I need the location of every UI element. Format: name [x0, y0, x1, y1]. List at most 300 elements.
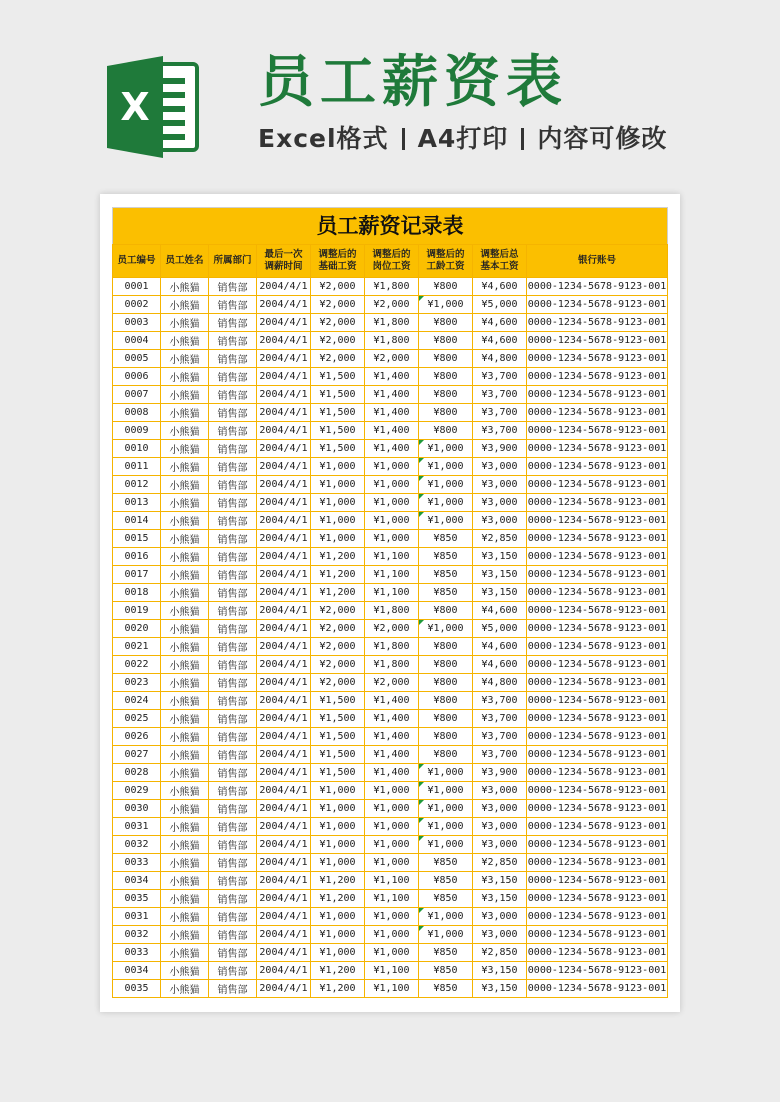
- table-cell[interactable]: 2004/4/1: [257, 638, 311, 656]
- table-cell[interactable]: 0000-1234-5678-9123-001: [527, 890, 668, 908]
- table-cell[interactable]: ¥1,000: [365, 782, 419, 800]
- table-cell[interactable]: 销售部: [209, 782, 257, 800]
- table-cell[interactable]: 2004/4/1: [257, 350, 311, 368]
- table-cell[interactable]: ¥3,700: [473, 728, 527, 746]
- table-cell[interactable]: ¥1,000: [365, 944, 419, 962]
- table-cell[interactable]: ¥1,400: [365, 692, 419, 710]
- table-cell[interactable]: ¥1,100: [365, 980, 419, 998]
- table-cell[interactable]: 销售部: [209, 818, 257, 836]
- table-cell[interactable]: 小熊猫: [161, 854, 209, 872]
- table-cell[interactable]: 销售部: [209, 728, 257, 746]
- table-cell[interactable]: 0000-1234-5678-9123-001: [527, 872, 668, 890]
- table-cell[interactable]: ¥1,000: [311, 800, 365, 818]
- table-cell[interactable]: 0031: [113, 908, 161, 926]
- table-cell[interactable]: 小熊猫: [161, 746, 209, 764]
- column-header[interactable]: [113, 245, 161, 278]
- table-cell[interactable]: ¥1,000: [419, 494, 473, 512]
- table-cell[interactable]: 0016: [113, 548, 161, 566]
- table-cell[interactable]: ¥1,100: [365, 548, 419, 566]
- table-cell[interactable]: ¥2,000: [311, 602, 365, 620]
- table-cell[interactable]: ¥1,000: [365, 800, 419, 818]
- table-cell[interactable]: ¥850: [419, 872, 473, 890]
- table-cell[interactable]: 销售部: [209, 314, 257, 332]
- table-cell[interactable]: ¥2,000: [311, 638, 365, 656]
- table-cell[interactable]: 2004/4/1: [257, 746, 311, 764]
- table-cell[interactable]: 0000-1234-5678-9123-001: [527, 710, 668, 728]
- table-cell[interactable]: 0021: [113, 638, 161, 656]
- table-cell[interactable]: ¥3,700: [473, 386, 527, 404]
- table-cell[interactable]: ¥1,000: [365, 818, 419, 836]
- table-cell[interactable]: ¥3,000: [473, 782, 527, 800]
- table-cell[interactable]: 销售部: [209, 890, 257, 908]
- table-cell[interactable]: 2004/4/1: [257, 692, 311, 710]
- table-cell[interactable]: 2004/4/1: [257, 584, 311, 602]
- table-cell[interactable]: 0000-1234-5678-9123-001: [527, 584, 668, 602]
- table-cell[interactable]: 小熊猫: [161, 512, 209, 530]
- table-cell[interactable]: ¥1,200: [311, 548, 365, 566]
- table-cell[interactable]: 0032: [113, 926, 161, 944]
- table-cell[interactable]: 2004/4/1: [257, 728, 311, 746]
- table-cell[interactable]: ¥1,000: [311, 494, 365, 512]
- column-header[interactable]: [473, 245, 527, 278]
- table-cell[interactable]: ¥1,000: [311, 782, 365, 800]
- table-cell[interactable]: ¥3,700: [473, 368, 527, 386]
- table-cell[interactable]: 小熊猫: [161, 458, 209, 476]
- table-cell[interactable]: ¥4,600: [473, 314, 527, 332]
- table-cell[interactable]: ¥1,000: [419, 512, 473, 530]
- table-cell[interactable]: 小熊猫: [161, 584, 209, 602]
- table-cell[interactable]: ¥850: [419, 962, 473, 980]
- table-cell[interactable]: 小熊猫: [161, 332, 209, 350]
- table-cell[interactable]: 0020: [113, 620, 161, 638]
- table-cell[interactable]: 0000-1234-5678-9123-001: [527, 368, 668, 386]
- table-cell[interactable]: ¥1,000: [365, 476, 419, 494]
- table-cell[interactable]: 0000-1234-5678-9123-001: [527, 512, 668, 530]
- table-cell[interactable]: ¥3,000: [473, 926, 527, 944]
- table-cell[interactable]: 销售部: [209, 512, 257, 530]
- table-cell[interactable]: ¥1,500: [311, 746, 365, 764]
- table-cell[interactable]: 0005: [113, 350, 161, 368]
- table-cell[interactable]: ¥1,000: [365, 908, 419, 926]
- table-cell[interactable]: ¥1,500: [311, 386, 365, 404]
- table-cell[interactable]: ¥1,000: [419, 458, 473, 476]
- table-cell[interactable]: ¥1,500: [311, 440, 365, 458]
- table-cell[interactable]: ¥4,600: [473, 638, 527, 656]
- table-cell[interactable]: 小熊猫: [161, 638, 209, 656]
- table-cell[interactable]: ¥1,000: [311, 530, 365, 548]
- table-cell[interactable]: ¥4,600: [473, 278, 527, 296]
- table-cell[interactable]: 0027: [113, 746, 161, 764]
- table-cell[interactable]: 小熊猫: [161, 386, 209, 404]
- table-cell[interactable]: ¥2,000: [311, 296, 365, 314]
- table-cell[interactable]: 小熊猫: [161, 764, 209, 782]
- table-cell[interactable]: 小熊猫: [161, 530, 209, 548]
- table-cell[interactable]: 0015: [113, 530, 161, 548]
- table-cell[interactable]: ¥1,000: [419, 908, 473, 926]
- table-cell[interactable]: ¥2,000: [365, 620, 419, 638]
- table-cell[interactable]: 2004/4/1: [257, 782, 311, 800]
- table-cell[interactable]: 2004/4/1: [257, 908, 311, 926]
- table-cell[interactable]: 销售部: [209, 404, 257, 422]
- table-cell[interactable]: ¥1,400: [365, 710, 419, 728]
- table-cell[interactable]: 0000-1234-5678-9123-001: [527, 602, 668, 620]
- table-cell[interactable]: ¥1,000: [365, 926, 419, 944]
- table-cell[interactable]: ¥1,500: [311, 404, 365, 422]
- table-cell[interactable]: 小熊猫: [161, 404, 209, 422]
- table-cell[interactable]: ¥800: [419, 404, 473, 422]
- table-cell[interactable]: 小熊猫: [161, 314, 209, 332]
- table-cell[interactable]: ¥2,000: [311, 350, 365, 368]
- table-cell[interactable]: ¥1,000: [419, 296, 473, 314]
- table-cell[interactable]: 0035: [113, 890, 161, 908]
- table-cell[interactable]: 0000-1234-5678-9123-001: [527, 728, 668, 746]
- table-cell[interactable]: ¥850: [419, 854, 473, 872]
- table-cell[interactable]: 2004/4/1: [257, 674, 311, 692]
- table-cell[interactable]: 2004/4/1: [257, 656, 311, 674]
- table-cell[interactable]: ¥850: [419, 980, 473, 998]
- table-cell[interactable]: 0000-1234-5678-9123-001: [527, 962, 668, 980]
- table-cell[interactable]: 销售部: [209, 674, 257, 692]
- table-cell[interactable]: 小熊猫: [161, 548, 209, 566]
- table-cell[interactable]: ¥2,000: [311, 620, 365, 638]
- table-cell[interactable]: ¥1,000: [419, 764, 473, 782]
- table-cell[interactable]: 2004/4/1: [257, 278, 311, 296]
- table-cell[interactable]: 0000-1234-5678-9123-001: [527, 386, 668, 404]
- table-cell[interactable]: 2004/4/1: [257, 422, 311, 440]
- table-cell[interactable]: 0000-1234-5678-9123-001: [527, 332, 668, 350]
- table-cell[interactable]: ¥850: [419, 548, 473, 566]
- table-cell[interactable]: ¥1,000: [311, 926, 365, 944]
- table-cell[interactable]: 2004/4/1: [257, 494, 311, 512]
- table-cell[interactable]: ¥1,100: [365, 872, 419, 890]
- table-cell[interactable]: ¥1,000: [419, 926, 473, 944]
- table-cell[interactable]: 0012: [113, 476, 161, 494]
- table-cell[interactable]: ¥1,000: [311, 476, 365, 494]
- table-cell[interactable]: 小熊猫: [161, 494, 209, 512]
- table-cell[interactable]: ¥3,000: [473, 458, 527, 476]
- table-cell[interactable]: 0000-1234-5678-9123-001: [527, 818, 668, 836]
- column-header[interactable]: [365, 245, 419, 278]
- table-cell[interactable]: ¥1,000: [419, 836, 473, 854]
- table-cell[interactable]: ¥1,500: [311, 368, 365, 386]
- table-cell[interactable]: ¥3,150: [473, 566, 527, 584]
- table-cell[interactable]: 销售部: [209, 332, 257, 350]
- table-cell[interactable]: ¥3,000: [473, 800, 527, 818]
- table-cell[interactable]: ¥1,100: [365, 584, 419, 602]
- table-cell[interactable]: ¥2,850: [473, 854, 527, 872]
- table-cell[interactable]: ¥1,000: [419, 782, 473, 800]
- table-cell[interactable]: 0024: [113, 692, 161, 710]
- table-cell[interactable]: 小熊猫: [161, 620, 209, 638]
- table-cell[interactable]: 2004/4/1: [257, 620, 311, 638]
- table-cell[interactable]: 0014: [113, 512, 161, 530]
- table-cell[interactable]: 2004/4/1: [257, 368, 311, 386]
- table-cell[interactable]: 0022: [113, 656, 161, 674]
- table-cell[interactable]: ¥1,200: [311, 962, 365, 980]
- table-cell[interactable]: ¥3,150: [473, 962, 527, 980]
- table-cell[interactable]: ¥800: [419, 692, 473, 710]
- table-cell[interactable]: 销售部: [209, 584, 257, 602]
- table-cell[interactable]: 0011: [113, 458, 161, 476]
- table-cell[interactable]: 销售部: [209, 926, 257, 944]
- table-cell[interactable]: ¥800: [419, 656, 473, 674]
- table-cell[interactable]: 2004/4/1: [257, 836, 311, 854]
- table-cell[interactable]: ¥1,000: [365, 458, 419, 476]
- table-cell[interactable]: 0026: [113, 728, 161, 746]
- table-cell[interactable]: ¥1,000: [311, 854, 365, 872]
- table-cell[interactable]: ¥3,000: [473, 494, 527, 512]
- table-cell[interactable]: ¥3,150: [473, 872, 527, 890]
- table-cell[interactable]: ¥3,700: [473, 692, 527, 710]
- table-cell[interactable]: ¥4,800: [473, 350, 527, 368]
- table-cell[interactable]: ¥1,400: [365, 440, 419, 458]
- table-cell[interactable]: 销售部: [209, 980, 257, 998]
- table-cell[interactable]: 小熊猫: [161, 980, 209, 998]
- column-header[interactable]: [527, 245, 668, 278]
- table-cell[interactable]: ¥2,000: [365, 296, 419, 314]
- table-cell[interactable]: 0000-1234-5678-9123-001: [527, 350, 668, 368]
- table-cell[interactable]: 0000-1234-5678-9123-001: [527, 800, 668, 818]
- table-cell[interactable]: 0000-1234-5678-9123-001: [527, 638, 668, 656]
- table-cell[interactable]: 小熊猫: [161, 476, 209, 494]
- table-cell[interactable]: 0003: [113, 314, 161, 332]
- table-cell[interactable]: ¥1,000: [365, 512, 419, 530]
- table-cell[interactable]: 小熊猫: [161, 872, 209, 890]
- table-cell[interactable]: 小熊猫: [161, 890, 209, 908]
- table-cell[interactable]: 小熊猫: [161, 728, 209, 746]
- table-cell[interactable]: ¥3,150: [473, 548, 527, 566]
- table-cell[interactable]: 销售部: [209, 602, 257, 620]
- table-cell[interactable]: ¥1,000: [419, 620, 473, 638]
- table-cell[interactable]: ¥800: [419, 332, 473, 350]
- table-cell[interactable]: ¥3,000: [473, 818, 527, 836]
- table-cell[interactable]: 0000-1234-5678-9123-001: [527, 692, 668, 710]
- table-cell[interactable]: ¥1,800: [365, 332, 419, 350]
- table-cell[interactable]: ¥3,150: [473, 980, 527, 998]
- table-cell[interactable]: 销售部: [209, 854, 257, 872]
- table-cell[interactable]: 0002: [113, 296, 161, 314]
- table-cell[interactable]: 0000-1234-5678-9123-001: [527, 494, 668, 512]
- table-cell[interactable]: 0000-1234-5678-9123-001: [527, 314, 668, 332]
- table-cell[interactable]: ¥3,000: [473, 836, 527, 854]
- table-cell[interactable]: 小熊猫: [161, 278, 209, 296]
- table-cell[interactable]: 销售部: [209, 458, 257, 476]
- table-cell[interactable]: 销售部: [209, 620, 257, 638]
- table-cell[interactable]: 0000-1234-5678-9123-001: [527, 746, 668, 764]
- table-cell[interactable]: 销售部: [209, 746, 257, 764]
- table-cell[interactable]: ¥1,800: [365, 602, 419, 620]
- table-cell[interactable]: 0035: [113, 980, 161, 998]
- table-cell[interactable]: 小熊猫: [161, 782, 209, 800]
- table-cell[interactable]: ¥2,000: [311, 332, 365, 350]
- table-cell[interactable]: 销售部: [209, 800, 257, 818]
- table-cell[interactable]: ¥3,000: [473, 908, 527, 926]
- table-cell[interactable]: ¥3,000: [473, 512, 527, 530]
- table-cell[interactable]: 2004/4/1: [257, 818, 311, 836]
- table-cell[interactable]: ¥1,000: [419, 476, 473, 494]
- table-cell[interactable]: ¥5,000: [473, 620, 527, 638]
- table-cell[interactable]: 销售部: [209, 944, 257, 962]
- table-cell[interactable]: 2004/4/1: [257, 710, 311, 728]
- table-cell[interactable]: ¥1,200: [311, 872, 365, 890]
- table-cell[interactable]: ¥1,000: [365, 494, 419, 512]
- table-cell[interactable]: 小熊猫: [161, 692, 209, 710]
- table-cell[interactable]: 0000-1234-5678-9123-001: [527, 620, 668, 638]
- table-cell[interactable]: 销售部: [209, 548, 257, 566]
- table-cell[interactable]: 销售部: [209, 494, 257, 512]
- column-header[interactable]: [419, 245, 473, 278]
- table-cell[interactable]: 0034: [113, 872, 161, 890]
- table-cell[interactable]: 销售部: [209, 764, 257, 782]
- table-cell[interactable]: 小熊猫: [161, 566, 209, 584]
- table-cell[interactable]: 0008: [113, 404, 161, 422]
- table-cell[interactable]: 2004/4/1: [257, 566, 311, 584]
- table-cell[interactable]: 0009: [113, 422, 161, 440]
- table-cell[interactable]: ¥800: [419, 710, 473, 728]
- table-cell[interactable]: 0000-1234-5678-9123-001: [527, 656, 668, 674]
- table-cell[interactable]: 0000-1234-5678-9123-001: [527, 530, 668, 548]
- table-cell[interactable]: ¥1,400: [365, 368, 419, 386]
- column-header[interactable]: [311, 245, 365, 278]
- table-cell[interactable]: 0000-1234-5678-9123-001: [527, 422, 668, 440]
- table-cell[interactable]: 小熊猫: [161, 926, 209, 944]
- table-cell[interactable]: ¥1,200: [311, 980, 365, 998]
- table-cell[interactable]: 小熊猫: [161, 440, 209, 458]
- table-cell[interactable]: 销售部: [209, 710, 257, 728]
- table-cell[interactable]: ¥1,000: [419, 818, 473, 836]
- table-cell[interactable]: ¥3,700: [473, 710, 527, 728]
- column-header[interactable]: [209, 245, 257, 278]
- table-cell[interactable]: 0000-1234-5678-9123-001: [527, 476, 668, 494]
- table-cell[interactable]: ¥2,000: [365, 674, 419, 692]
- table-cell[interactable]: 0010: [113, 440, 161, 458]
- table-cell[interactable]: 0030: [113, 800, 161, 818]
- table-cell[interactable]: 0004: [113, 332, 161, 350]
- table-cell[interactable]: 2004/4/1: [257, 764, 311, 782]
- table-cell[interactable]: ¥4,600: [473, 656, 527, 674]
- table-cell[interactable]: 小熊猫: [161, 656, 209, 674]
- table-cell[interactable]: ¥1,100: [365, 962, 419, 980]
- table-cell[interactable]: 0006: [113, 368, 161, 386]
- table-cell[interactable]: ¥800: [419, 386, 473, 404]
- table-cell[interactable]: 销售部: [209, 350, 257, 368]
- table-cell[interactable]: ¥1,500: [311, 710, 365, 728]
- table-cell[interactable]: 2004/4/1: [257, 440, 311, 458]
- table-cell[interactable]: ¥1,000: [419, 800, 473, 818]
- table-cell[interactable]: ¥800: [419, 638, 473, 656]
- table-cell[interactable]: ¥1,400: [365, 746, 419, 764]
- table-cell[interactable]: 0018: [113, 584, 161, 602]
- table-cell[interactable]: 0029: [113, 782, 161, 800]
- table-cell[interactable]: ¥1,500: [311, 764, 365, 782]
- table-cell[interactable]: ¥3,150: [473, 890, 527, 908]
- table-cell[interactable]: 2004/4/1: [257, 926, 311, 944]
- table-cell[interactable]: ¥1,000: [311, 458, 365, 476]
- table-cell[interactable]: 2004/4/1: [257, 602, 311, 620]
- table-cell[interactable]: 0023: [113, 674, 161, 692]
- table-cell[interactable]: ¥3,150: [473, 584, 527, 602]
- table-cell[interactable]: 2004/4/1: [257, 800, 311, 818]
- table-cell[interactable]: 小熊猫: [161, 350, 209, 368]
- table-cell[interactable]: ¥1,000: [311, 818, 365, 836]
- table-cell[interactable]: 2004/4/1: [257, 512, 311, 530]
- table-cell[interactable]: ¥1,500: [311, 422, 365, 440]
- table-cell[interactable]: ¥800: [419, 422, 473, 440]
- table-cell[interactable]: ¥1,000: [311, 944, 365, 962]
- table-cell[interactable]: 销售部: [209, 692, 257, 710]
- table-cell[interactable]: ¥2,850: [473, 944, 527, 962]
- table-cell[interactable]: ¥1,400: [365, 386, 419, 404]
- table-cell[interactable]: ¥2,000: [365, 350, 419, 368]
- table-cell[interactable]: 0000-1234-5678-9123-001: [527, 980, 668, 998]
- table-cell[interactable]: 销售部: [209, 836, 257, 854]
- table-cell[interactable]: 销售部: [209, 440, 257, 458]
- table-cell[interactable]: 2004/4/1: [257, 458, 311, 476]
- table-cell[interactable]: 2004/4/1: [257, 296, 311, 314]
- table-cell[interactable]: 2004/4/1: [257, 962, 311, 980]
- table-cell[interactable]: ¥850: [419, 566, 473, 584]
- table-cell[interactable]: ¥1,400: [365, 728, 419, 746]
- table-cell[interactable]: 2004/4/1: [257, 944, 311, 962]
- table-cell[interactable]: ¥1,500: [311, 692, 365, 710]
- table-cell[interactable]: 0000-1234-5678-9123-001: [527, 440, 668, 458]
- table-cell[interactable]: 销售部: [209, 278, 257, 296]
- table-cell[interactable]: ¥3,700: [473, 404, 527, 422]
- table-cell[interactable]: 销售部: [209, 908, 257, 926]
- table-cell[interactable]: 小熊猫: [161, 944, 209, 962]
- table-cell[interactable]: ¥1,000: [365, 530, 419, 548]
- table-cell[interactable]: 销售部: [209, 566, 257, 584]
- table-cell[interactable]: ¥800: [419, 674, 473, 692]
- table-cell[interactable]: 0000-1234-5678-9123-001: [527, 278, 668, 296]
- table-cell[interactable]: ¥1,200: [311, 566, 365, 584]
- table-cell[interactable]: 0017: [113, 566, 161, 584]
- table-cell[interactable]: ¥850: [419, 944, 473, 962]
- table-cell[interactable]: 0007: [113, 386, 161, 404]
- table-cell[interactable]: ¥1,200: [311, 584, 365, 602]
- table-cell[interactable]: 0000-1234-5678-9123-001: [527, 854, 668, 872]
- table-cell[interactable]: 0032: [113, 836, 161, 854]
- table-cell[interactable]: 0000-1234-5678-9123-001: [527, 782, 668, 800]
- table-cell[interactable]: 销售部: [209, 638, 257, 656]
- table-cell[interactable]: 0000-1234-5678-9123-001: [527, 296, 668, 314]
- table-cell[interactable]: ¥800: [419, 368, 473, 386]
- table-cell[interactable]: ¥1,400: [365, 404, 419, 422]
- table-cell[interactable]: ¥2,000: [311, 656, 365, 674]
- table-cell[interactable]: 0028: [113, 764, 161, 782]
- table-cell[interactable]: 2004/4/1: [257, 404, 311, 422]
- table-cell[interactable]: ¥800: [419, 746, 473, 764]
- table-cell[interactable]: 0000-1234-5678-9123-001: [527, 764, 668, 782]
- table-cell[interactable]: ¥2,000: [311, 674, 365, 692]
- table-cell[interactable]: ¥1,800: [365, 314, 419, 332]
- table-cell[interactable]: 销售部: [209, 656, 257, 674]
- table-cell[interactable]: ¥4,800: [473, 674, 527, 692]
- table-cell[interactable]: 小熊猫: [161, 836, 209, 854]
- table-cell[interactable]: 0001: [113, 278, 161, 296]
- table-cell[interactable]: 小熊猫: [161, 296, 209, 314]
- table-cell[interactable]: ¥850: [419, 530, 473, 548]
- table-cell[interactable]: ¥800: [419, 350, 473, 368]
- table-cell[interactable]: 销售部: [209, 368, 257, 386]
- table-cell[interactable]: 销售部: [209, 296, 257, 314]
- table-cell[interactable]: 2004/4/1: [257, 872, 311, 890]
- table-cell[interactable]: 销售部: [209, 872, 257, 890]
- table-cell[interactable]: 0000-1234-5678-9123-001: [527, 566, 668, 584]
- table-cell[interactable]: 0000-1234-5678-9123-001: [527, 458, 668, 476]
- table-cell[interactable]: 销售部: [209, 386, 257, 404]
- table-cell[interactable]: 0000-1234-5678-9123-001: [527, 926, 668, 944]
